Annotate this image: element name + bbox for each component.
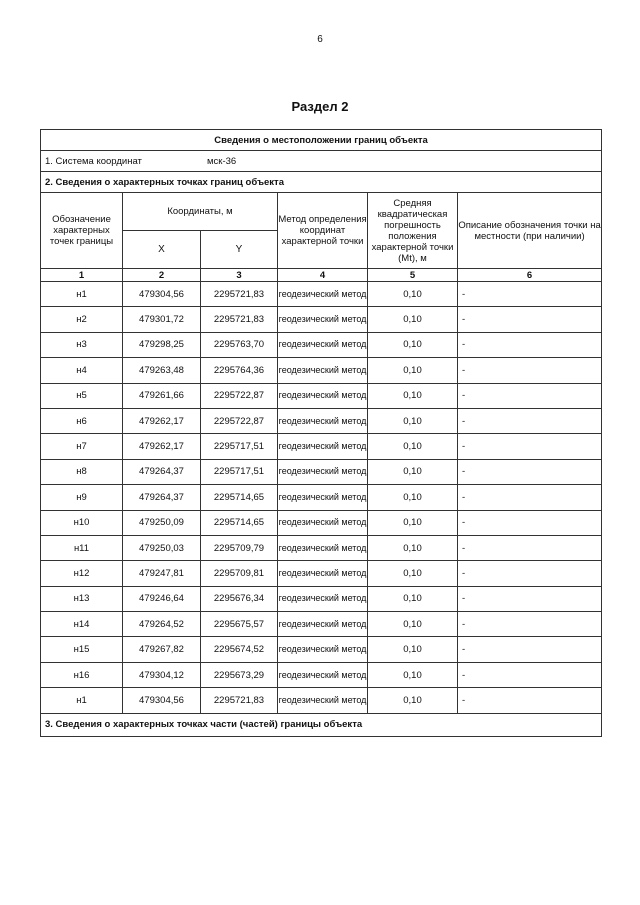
point-id: н15 [41, 637, 123, 662]
point-id: н4 [41, 358, 123, 383]
page-number: 6 [317, 34, 323, 45]
coord-system-row [41, 151, 602, 172]
point-description: - [458, 561, 602, 586]
table-row [41, 688, 602, 713]
section-title: Раздел 2 [291, 99, 349, 114]
point-y: 2295714,65 [201, 485, 278, 510]
point-method: геодезический метод [278, 688, 368, 713]
point-mt: 0,10 [368, 408, 458, 433]
point-y: 2295676,34 [201, 586, 278, 611]
point-mt: 0,10 [368, 637, 458, 662]
point-x: 479298,25 [123, 332, 201, 357]
point-method: геодезический метод [278, 434, 368, 459]
point-description: - [458, 637, 602, 662]
point-x: 479246,64 [123, 586, 201, 611]
table-row [41, 383, 602, 408]
point-mt: 0,10 [368, 434, 458, 459]
point-description: - [458, 383, 602, 408]
point-method: геодезический метод [278, 459, 368, 484]
point-y: 2295675,57 [201, 612, 278, 637]
col-y-header: Y [201, 231, 278, 269]
col-number-4: 4 [278, 269, 368, 282]
point-method: геодезический метод [278, 586, 368, 611]
point-x: 479304,56 [123, 282, 201, 307]
table-row [41, 510, 602, 535]
point-description: - [458, 688, 602, 713]
point-id: н11 [41, 535, 123, 560]
point-description: - [458, 434, 602, 459]
table-row [41, 612, 602, 637]
point-id: н14 [41, 612, 123, 637]
col-accuracy-header: Средняя квадратическая погрешность положения характерной точки (Mt), м [368, 193, 458, 269]
col-x-header: X [123, 231, 201, 269]
point-x: 479264,37 [123, 485, 201, 510]
col-number-6: 6 [458, 269, 602, 282]
point-y: 2295721,83 [201, 307, 278, 332]
point-method: геодезический метод [278, 332, 368, 357]
table-row [41, 561, 602, 586]
col-coordinates-header: Координаты, м [123, 193, 278, 231]
point-method: геодезический метод [278, 535, 368, 560]
point-x: 479250,03 [123, 535, 201, 560]
table-row [41, 637, 602, 662]
point-method: геодезический метод [278, 510, 368, 535]
point-method: геодезический метод [278, 561, 368, 586]
point-id: н3 [41, 332, 123, 357]
point-id: н1 [41, 282, 123, 307]
col-number-5: 5 [368, 269, 458, 282]
point-mt: 0,10 [368, 535, 458, 560]
point-id: н2 [41, 307, 123, 332]
table-title: Сведения о местоположении границ объекта [41, 130, 602, 151]
point-id: н9 [41, 485, 123, 510]
point-method: геодезический метод [278, 637, 368, 662]
table-row [41, 408, 602, 433]
point-description: - [458, 510, 602, 535]
boundary-table [40, 129, 602, 737]
point-mt: 0,10 [368, 358, 458, 383]
point-mt: 0,10 [368, 383, 458, 408]
point-y: 2295709,79 [201, 535, 278, 560]
point-description: - [458, 535, 602, 560]
col-number-3: 3 [201, 269, 278, 282]
point-id: н7 [41, 434, 123, 459]
coord-system-label: 1. Система координат [45, 155, 142, 167]
point-description: - [458, 282, 602, 307]
point-method: геодезический метод [278, 485, 368, 510]
table-row [41, 485, 602, 510]
points-header: 2. Сведения о характерных точках границ объекта [41, 172, 602, 193]
table-row [41, 586, 602, 611]
point-y: 2295673,29 [201, 662, 278, 687]
table-row [41, 459, 602, 484]
point-description: - [458, 332, 602, 357]
point-mt: 0,10 [368, 307, 458, 332]
col-description-header: Описание обозначения точки на местности (при наличии) [458, 193, 602, 269]
point-id: н6 [41, 408, 123, 433]
point-y: 2295714,65 [201, 510, 278, 535]
point-id: н13 [41, 586, 123, 611]
point-y: 2295763,70 [201, 332, 278, 357]
col-number-2: 2 [123, 269, 201, 282]
point-y: 2295674,52 [201, 637, 278, 662]
point-mt: 0,10 [368, 459, 458, 484]
point-mt: 0,10 [368, 612, 458, 637]
point-y: 2295721,83 [201, 688, 278, 713]
point-method: геодезический метод [278, 408, 368, 433]
point-id: н1 [41, 688, 123, 713]
point-mt: 0,10 [368, 561, 458, 586]
point-id: н8 [41, 459, 123, 484]
point-id: н16 [41, 662, 123, 687]
point-method: геодезический метод [278, 358, 368, 383]
point-method: геодезический метод [278, 662, 368, 687]
point-x: 479264,52 [123, 612, 201, 637]
point-description: - [458, 662, 602, 687]
table-row [41, 332, 602, 357]
point-x: 479261,66 [123, 383, 201, 408]
point-method: геодезический метод [278, 612, 368, 637]
point-id: н10 [41, 510, 123, 535]
point-y: 2295722,87 [201, 383, 278, 408]
point-y: 2295717,51 [201, 459, 278, 484]
point-description: - [458, 307, 602, 332]
table-row [41, 434, 602, 459]
point-x: 479262,17 [123, 434, 201, 459]
point-id: н5 [41, 383, 123, 408]
parts-header: 3. Сведения о характерных точках части (частей) границы объекта [41, 713, 602, 736]
point-y: 2295722,87 [201, 408, 278, 433]
point-id: н12 [41, 561, 123, 586]
point-mt: 0,10 [368, 586, 458, 611]
point-method: геодезический метод [278, 282, 368, 307]
point-mt: 0,10 [368, 662, 458, 687]
point-mt: 0,10 [368, 485, 458, 510]
point-mt: 0,10 [368, 510, 458, 535]
point-x: 479262,17 [123, 408, 201, 433]
point-y: 2295709,81 [201, 561, 278, 586]
point-description: - [458, 485, 602, 510]
point-x: 479250,09 [123, 510, 201, 535]
point-description: - [458, 612, 602, 637]
point-x: 479301,72 [123, 307, 201, 332]
point-description: - [458, 408, 602, 433]
point-x: 479247,81 [123, 561, 201, 586]
point-y: 2295721,83 [201, 282, 278, 307]
point-mt: 0,10 [368, 332, 458, 357]
point-method: геодезический метод [278, 383, 368, 408]
point-x: 479264,37 [123, 459, 201, 484]
point-y: 2295717,51 [201, 434, 278, 459]
point-x: 479263,48 [123, 358, 201, 383]
table-row [41, 662, 602, 687]
point-description: - [458, 459, 602, 484]
table-row [41, 535, 602, 560]
point-x: 479304,12 [123, 662, 201, 687]
point-mt: 0,10 [368, 282, 458, 307]
point-description: - [458, 586, 602, 611]
point-method: геодезический метод [278, 307, 368, 332]
col-number-1: 1 [41, 269, 123, 282]
col-designation-header: Обозначение характерных точек границы [41, 193, 123, 269]
point-description: - [458, 358, 602, 383]
point-x: 479267,82 [123, 637, 201, 662]
table-row [41, 307, 602, 332]
point-mt: 0,10 [368, 688, 458, 713]
point-y: 2295764,36 [201, 358, 278, 383]
table-row [41, 358, 602, 383]
col-method-header: Метод определения координат характерной точки [278, 193, 368, 269]
point-x: 479304,56 [123, 688, 201, 713]
coord-system-value: мск-36 [207, 155, 237, 167]
table-row [41, 282, 602, 307]
